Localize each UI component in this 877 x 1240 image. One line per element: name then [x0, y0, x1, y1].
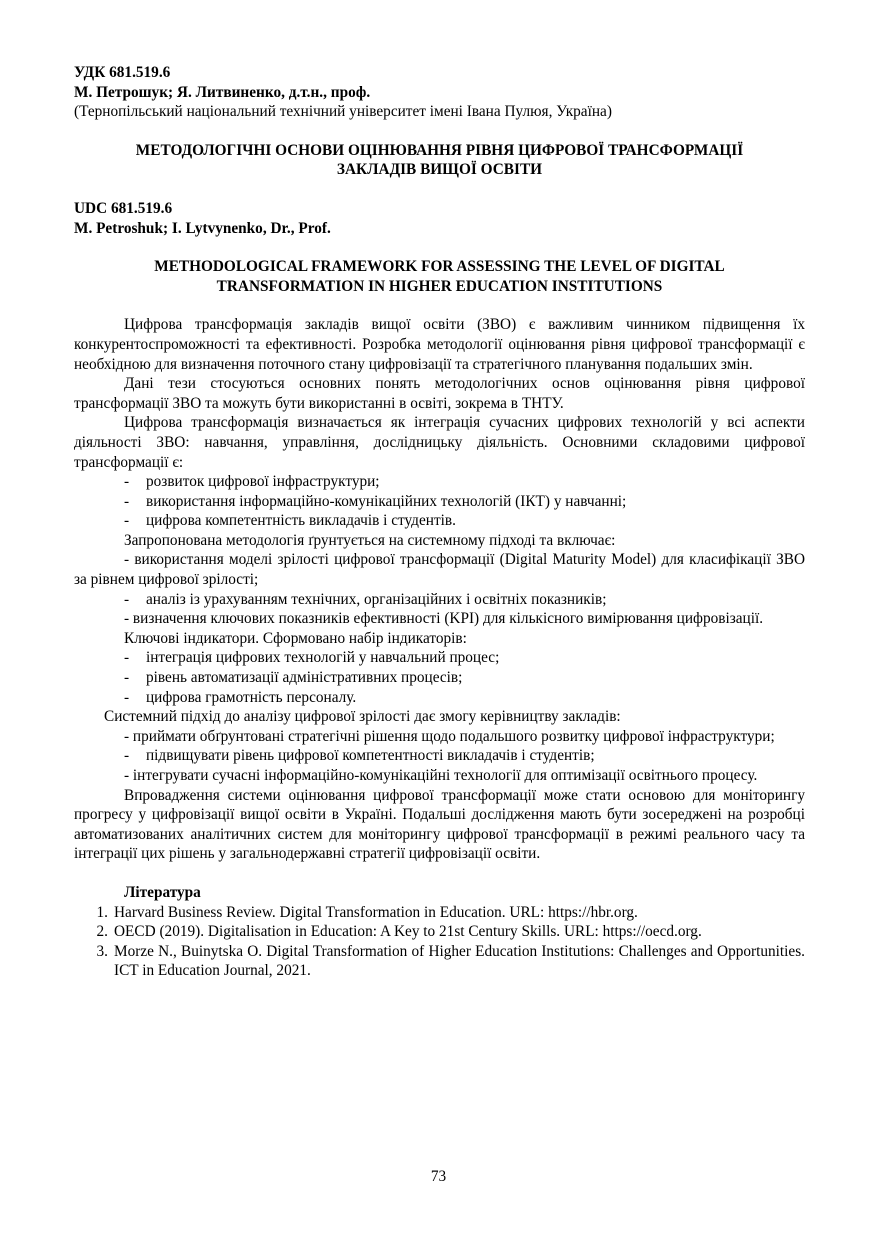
- list-dash: -: [124, 649, 130, 667]
- reference-text: OECD (2019). Digitalisation in Education: A Key to 21st Century Skills. URL: https://oecd.org.: [114, 923, 702, 941]
- list-dash: -: [124, 669, 130, 687]
- title-uk-line-2: ЗАКЛАДІВ ВИЩОЇ ОСВІТИ: [336, 161, 543, 179]
- list-item: [74, 511, 805, 531]
- list-item: [74, 590, 805, 610]
- authors-uk: М. Петрошук; Я. Литвиненко, д.т.н., проф.: [74, 83, 371, 101]
- udc-uk: УДК 681.519.6: [74, 64, 171, 81]
- references-heading: Література: [124, 883, 201, 901]
- list-item: [74, 648, 805, 668]
- paragraph-methodology: Запропонована методологія ґрунтується на системному підході та включає:: [124, 531, 616, 549]
- list-item-wrapped: - приймати обґрунтовані стратегічні рішення щодо подальшого розвитку цифрової інфраструктури;: [124, 727, 775, 745]
- list-item: [74, 472, 805, 492]
- title-en-line-1: METHODOLOGICAL FRAMEWORK FOR ASSESSING THE LEVEL OF DIGITAL: [154, 258, 725, 276]
- reference-number: 3.: [96, 942, 108, 960]
- paragraph-indicators: Ключові індикатори. Сформовано набір індикаторів:: [124, 629, 467, 647]
- paragraph-scope: Дані тези стосуються основних понять методологічних основ оцінювання рівня цифрової трансформації ЗВО та можуть бути використанні в освіті, зокрема в ТНТУ.: [74, 375, 805, 412]
- list-item-text: цифрова грамотність персоналу.: [146, 688, 357, 706]
- reference-text: Morze N., Buinytska O. Digital Transformation of Higher Education Institutions: Challenges and Opportunities. ICT in Education Journal, 2021.: [114, 942, 805, 980]
- list-item: [74, 688, 805, 708]
- paragraph-intro: Цифрова трансформація закладів вищої освіти (ЗВО) є важливим чинником підвищення їх конкурентоспроможності та ефективності. Розробка методології оцінювання рівня цифрової трансформації є необхідною для визначення поточного стану цифровізації та стратегічного планування подальших змін.: [74, 316, 805, 373]
- list-dash: -: [124, 590, 130, 608]
- references-list: [74, 903, 805, 981]
- reference-text: Harvard Business Review. Digital Transformation in Education. URL: https://hbr.org.: [114, 903, 638, 921]
- list-item-text: розвиток цифрової інфраструктури;: [146, 473, 380, 491]
- title-uk-line-1: МЕТОДОЛОГІЧНІ ОСНОВИ ОЦІНЮВАННЯ РІВНЯ ЦИФРОВОЇ ТРАНСФОРМАЦІЇ: [135, 141, 744, 159]
- list-dash: -: [124, 492, 130, 510]
- list-item-text: використання інформаційно-комунікаційних технологій (ІКТ) у навчанні;: [146, 492, 627, 510]
- list-item-text: інтеграція цифрових технологій у навчальний процес;: [146, 649, 500, 667]
- paragraph-definition: Цифрова трансформація визначається як інтеграція сучасних цифрових технологій у всі аспекти діяльності ЗВО: навчання, управління, дослідницьку діяльність. Основними складовими цифрової трансформації є:: [74, 414, 805, 471]
- list-item-text: цифрова компетентність викладачів і студентів.: [146, 512, 456, 530]
- page-number: 73: [430, 1168, 447, 1185]
- reference-number: 1.: [96, 903, 108, 921]
- list-dash: -: [124, 688, 130, 706]
- list-dash: -: [124, 747, 130, 765]
- reference-item: [74, 942, 805, 981]
- reference-number: 2.: [96, 923, 108, 941]
- list-item: [74, 668, 805, 688]
- list-item-wrapped: - використання моделі зрілості цифрової трансформації (Digital Maturity Model) для класифікації ЗВО за рівнем цифрової зрілості;: [74, 551, 805, 589]
- udc-en: UDC 681.519.6: [74, 199, 173, 217]
- list-dash: -: [124, 512, 130, 530]
- list-item-text: аналіз із урахуванням технічних, організаційних і освітніх показників;: [146, 590, 607, 608]
- list-item-text: підвищувати рівень цифрової компетентності викладачів і студентів;: [146, 747, 595, 765]
- reference-item: [74, 903, 805, 923]
- list-item: [74, 492, 805, 512]
- list-dash: -: [124, 473, 130, 491]
- article-body: [74, 63, 805, 981]
- list-item-text: рівень автоматизації адміністративних процесів;: [146, 669, 463, 687]
- list-item-wrapped: - визначення ключових показників ефективності (KPI) для кількісного вимірювання цифровізації.: [124, 610, 764, 628]
- reference-item: [74, 922, 805, 942]
- title-en-line-2: TRANSFORMATION IN HIGHER EDUCATION INSTITUTIONS: [216, 277, 663, 295]
- paragraph-conclusion: Впровадження системи оцінювання цифрової трансформації може стати основою для моніторингу прогресу у цифровізації вищої освіти в Україні. Подальші дослідження мають бути зосереджені на розробці автоматизованих аналітичних систем для моніторингу цифрової трансформації в режимі реального часу та інтеграції цих рішень у загальнодержавні стратегії цифровізації освіти.: [74, 786, 805, 863]
- authors-en: M. Petroshuk; I. Lytvynenko, Dr., Prof.: [74, 219, 331, 237]
- list-item-wrapped: - інтегрувати сучасні інформаційно-комунікаційні технології для оптимізації освітнього процесу.: [124, 767, 758, 784]
- paragraph-systemic-approach: Системний підхід до аналізу цифрової зрілості дає змогу керівництву закладів:: [104, 708, 621, 726]
- list-item: [74, 746, 805, 766]
- affiliation: (Тернопільський національний технічний університет імені Івана Пулюя, Україна): [74, 103, 612, 121]
